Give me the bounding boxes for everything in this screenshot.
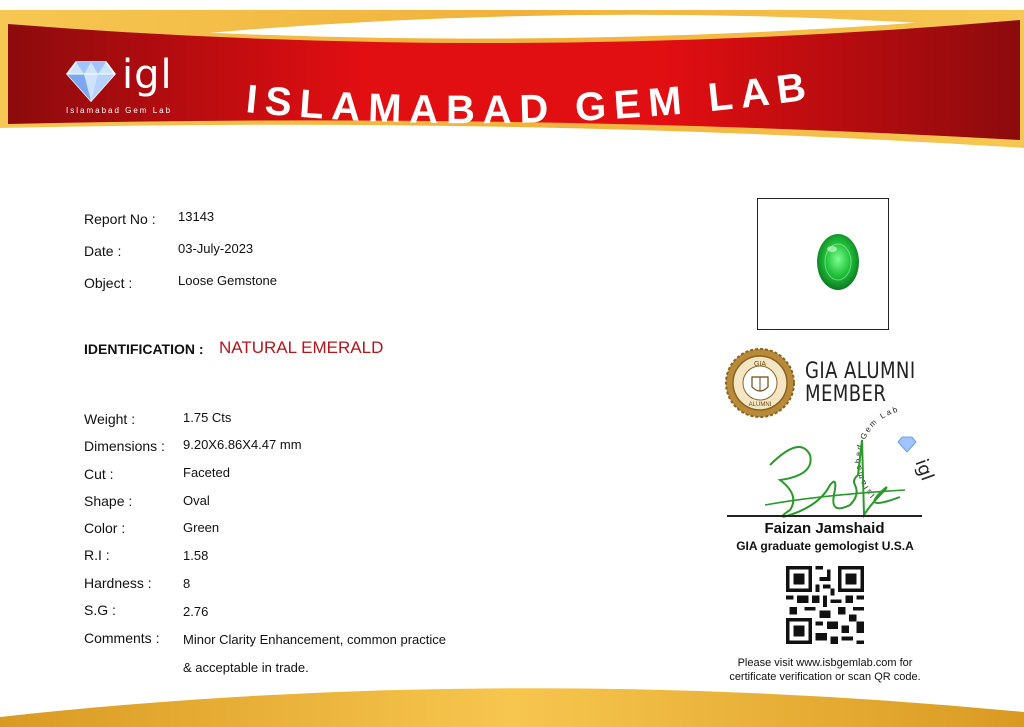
property-label: R.I : — [84, 547, 110, 563]
date-value: 03-July-2023 — [178, 241, 254, 256]
logo-subtitle: Islamabad Gem Lab — [66, 106, 173, 115]
signature-line — [727, 515, 922, 517]
identification-value: NATURAL EMERALD — [219, 338, 384, 357]
qr-code-icon[interactable] — [786, 566, 864, 644]
object-value: Loose Gemstone — [178, 273, 278, 288]
lab-title-text: ISLAMABAD GEM LAB — [244, 64, 817, 133]
footer-wave — [0, 667, 1024, 727]
property-value: 2.76 — [183, 604, 209, 619]
property-label: Weight : — [84, 411, 136, 427]
emerald-gem-icon — [816, 233, 860, 291]
property-value: 8 — [183, 576, 191, 591]
report-no-label: Report No : — [84, 211, 156, 227]
signatory-title: GIA graduate gemologist U.S.A — [736, 539, 914, 553]
diamond-logo-icon — [66, 60, 116, 102]
gia-alumni-text — [805, 360, 916, 406]
property-label: Comments : — [84, 630, 160, 646]
stamp-logo-text: igl — [910, 456, 938, 484]
comments-line2: & acceptable in trade. — [183, 660, 309, 675]
object-label: Object : — [84, 275, 133, 291]
seal-top-text: GIA — [753, 361, 767, 368]
property-label: Cut : — [84, 466, 114, 482]
property-label: S.G : — [84, 602, 116, 618]
verify-line2: certificate verification or scan QR code. — [729, 671, 921, 683]
gia-line2: MEMBER — [805, 382, 887, 407]
svg-text:ISLAMABAD GEM LAB — [244, 64, 816, 132]
property-value: 9.20X6.86X4.47 mm — [183, 437, 302, 452]
gemstone-photo — [757, 198, 889, 330]
gia-line1: GIA ALUMNI — [805, 359, 916, 384]
date-label: Date : — [84, 243, 122, 259]
gia-alumni-seal-icon — [724, 347, 796, 419]
property-label: Hardness : — [84, 575, 152, 591]
property-label: Shape : — [84, 493, 133, 509]
report-no-value: 13143 — [178, 209, 215, 224]
logo-text: igl — [122, 52, 173, 98]
seal-bottom-text: ALUMNI — [748, 402, 772, 408]
identification-label: IDENTIFICATION : — [84, 341, 204, 357]
property-value: Oval — [183, 493, 210, 508]
property-value: 1.58 — [183, 548, 209, 563]
property-value: Minor Clarity Enhancement, common practice — [183, 632, 446, 647]
lab-title — [0, 0, 1024, 200]
property-value: 1.75 Cts — [183, 410, 232, 425]
signatory-name: Faizan Jamshaid — [764, 520, 885, 537]
verify-line1: Please visit www.isbgemlab.com for — [737, 657, 913, 669]
property-label: Color : — [84, 520, 126, 536]
property-value: Faceted — [183, 465, 230, 480]
property-label: Dimensions : — [84, 438, 165, 454]
property-value: Green — [183, 520, 220, 535]
stamp-text: Islamabad Gem Lab — [853, 405, 901, 500]
